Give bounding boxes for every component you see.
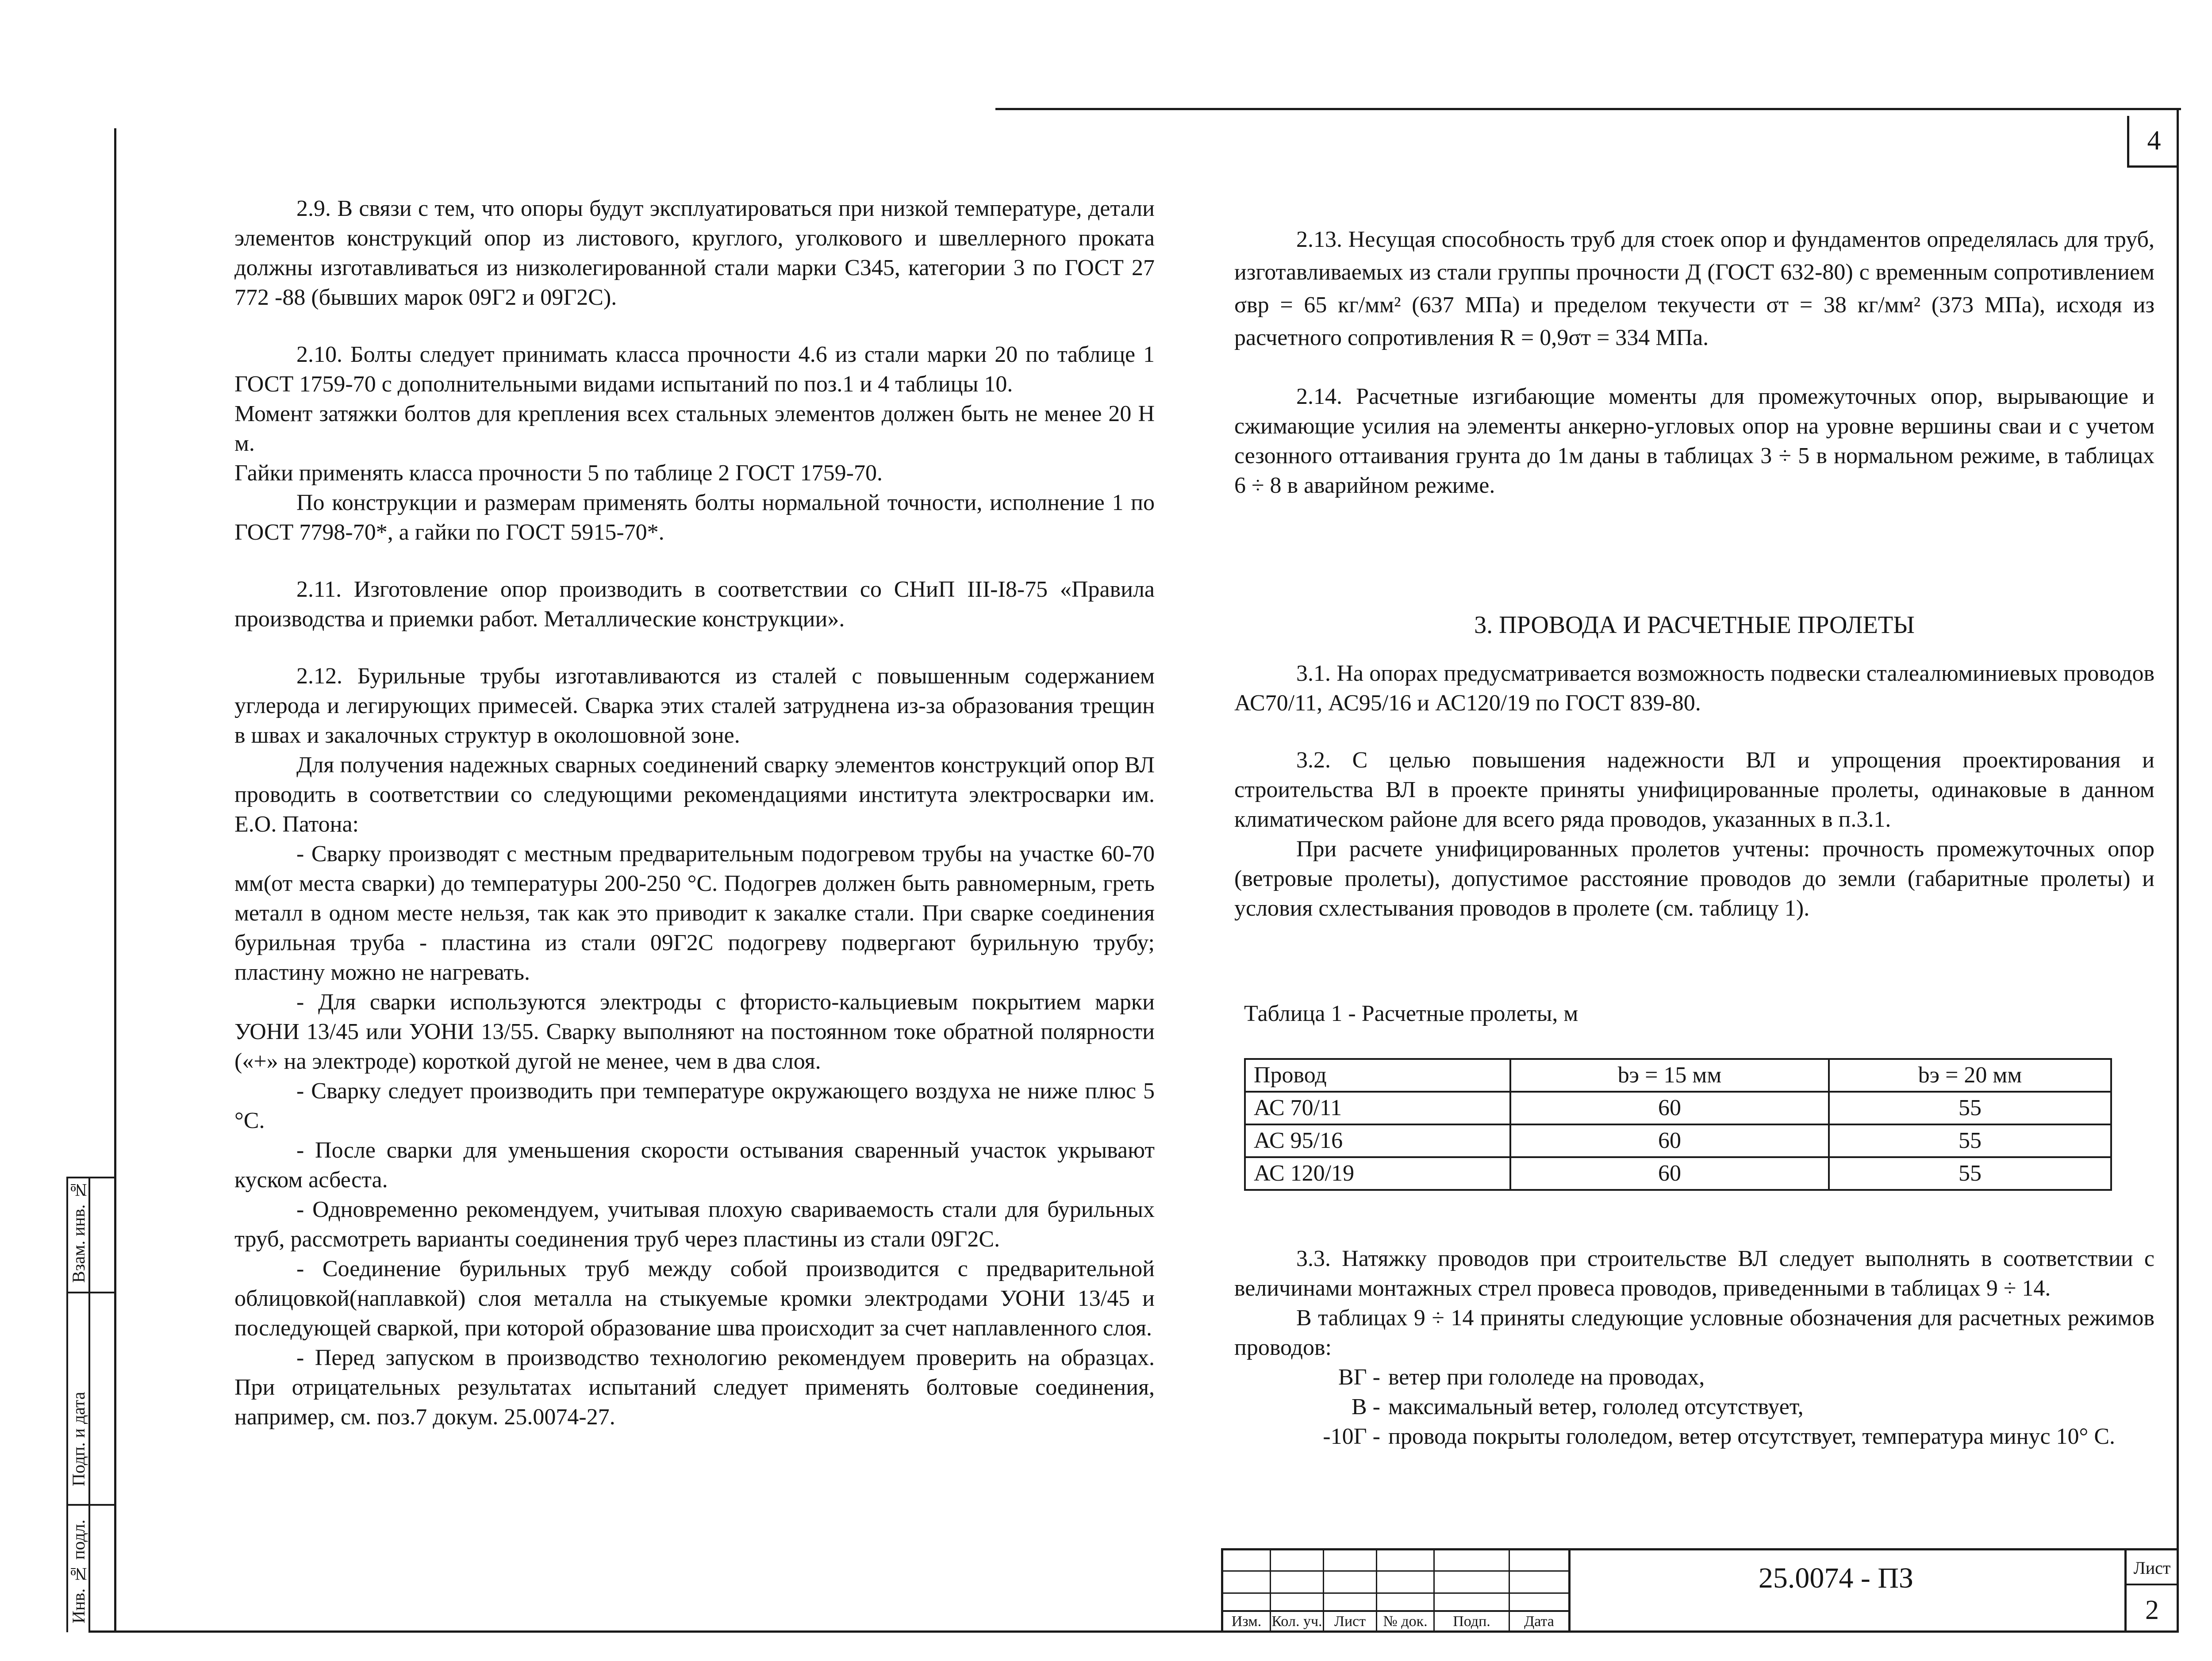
page-number: 4	[2127, 116, 2179, 168]
paragraph-electrodes: - Для сварки используются электроды с фтористо-кальциевым покрытием марки УОНИ 13/45 или УОНИ 13/55. Сварку выполняют на постоянном токе обратной полярности («+» на электроде) короткой дугой не менее, чем в два слоя.	[234, 990, 1155, 1074]
paragraph-2-13: 2.13. Несущая способность труб для стоек опор и фундаментов определялась для труб, изготавливаемых из стали группы прочности Д (ГОСТ 632-80) с временным сопротивлением σвр = 65 кг/мм² (637 МПа) и пределом текучести σт = 38 кг/мм² (373 МПа), исходя из расчетного сопротивления R = 0,9σт = 334 МПа.	[1234, 227, 2154, 350]
paragraph-bolt-torque: Момент затяжки болтов для крепления всех стальных элементов должен быть не менее 20 Н м.	[234, 401, 1155, 456]
table-header-cell: bэ = 20 мм	[1829, 1059, 2111, 1092]
right-column-top	[1234, 223, 2154, 500]
side-strip-divider-2	[66, 1504, 116, 1506]
table-cell: 60	[1510, 1092, 1829, 1124]
side-label-replacement-inv: Взам. инв. №	[69, 1180, 88, 1283]
paragraph-2-11: 2.11. Изготовление опор производить в соответствии со СНиП III-I8-75 «Правила производства и приемки работ. Металлические конструкции».	[234, 577, 1155, 632]
legend-text: ветер при гололеде на проводах,	[1388, 1365, 1705, 1390]
legend-item	[1234, 1422, 2154, 1451]
paragraph-3-2-spans: При расчете унифицированных пролетов учтены: прочность промежуточных опор (ветровые пролеты), допустимое расстояние проводов до земли (габаритные пролеты) и условия схлестывания проводов в пролете (см. таблицу 1).	[1234, 836, 2154, 921]
paragraph-bolt-precision: По конструкции и размерам применять болты нормальной точности, исполнение 1 по ГОСТ 7798-70*, а гайки по ГОСТ 5915-70*.	[234, 490, 1155, 545]
side-label-signature-date: Подп. и дата	[69, 1392, 88, 1486]
table-cell: 55	[1829, 1092, 2111, 1124]
stamp-sheet-number: 2	[2145, 1595, 2159, 1625]
side-strip-divider-1	[66, 1292, 116, 1293]
paragraph-3-1: 3.1. На опорах предусматривается возможность подвески сталеалюминиевых проводов АС70/11, АС95/16 и АС120/19 по ГОСТ 839-80.	[1234, 661, 2154, 716]
table-cell: 60	[1510, 1157, 1829, 1190]
paragraph-temperature: - Сварку следует производить при температуре окружающего воздуха не ниже плюс 5 °С.	[234, 1078, 1155, 1133]
legend-text: провода покрыты гололедом, ветер отсутствует, температура минус 10° С.	[1388, 1424, 2116, 1449]
frame-bottom-line	[88, 1630, 2179, 1633]
legend-key: -10Г -	[1323, 1424, 1380, 1449]
legend-text: максимальный ветер, гололед отсутствует,	[1388, 1394, 1804, 1419]
stamp-label-change: Изм.	[1231, 1613, 1262, 1630]
document-code: 25.0074 - ПЗ	[1758, 1562, 1914, 1594]
paragraph-3-3: 3.3. Натяжку проводов при строительстве ВЛ следует выполнять в соответствии с величинами монтажных стрел провеса проводов, приведенными в таблицах 9 ÷ 14.	[1234, 1246, 2154, 1301]
paragraph-2-10: 2.10. Болты следует принимать класса прочности 4.6 из стали марки 20 по таблице 1 ГОСТ 1759-70 с дополнительными видами испытаний по поз.1 и 4 таблицы 10.	[234, 342, 1155, 397]
table-cell: 60	[1510, 1124, 1829, 1157]
paragraph-welding-intro: Для получения надежных сварных соединений сварку элементов конструкций опор ВЛ проводить в соответствии со следующими рекомендациями института электросварки им. Е.О. Патона:	[234, 752, 1155, 837]
paragraph-3-2: 3.2. С целью повышения надежности ВЛ и упрощения проектирования и строительства ВЛ в проекте приняты унифицированные пролеты, одинаковые в данном климатическом районе для всего ряда проводов, указанных в п.3.1.	[1234, 748, 2154, 832]
paragraph-plates: - Одновременно рекомендуем, учитывая плохую свариваемость стали для бурильных труб, рассмотреть варианты соединения труб через пластины из стали 09Г2С.	[234, 1197, 1155, 1252]
right-column-section-3-3	[1234, 1244, 2154, 1451]
table-cell: 55	[1829, 1157, 2111, 1190]
stamp-label-doc-no: № док.	[1383, 1613, 1428, 1630]
table-row	[1245, 1124, 2111, 1157]
table-cell: АС 70/11	[1245, 1092, 1510, 1124]
paragraph-asbestos: - После сварки для уменьшения скорости остывания сваренный участок укрывают куском асбеста.	[234, 1138, 1155, 1193]
left-column	[234, 194, 1155, 1432]
paragraph-2-12: 2.12. Бурильные трубы изготавливаются из сталей с повышенным содержанием углерода и легирующих примесей. Сварка этих сталей затруднена из-за образования трещин в швах и закалочных структур в околошовной зоне.	[234, 664, 1155, 748]
stamp-label-sheet: Лист	[1334, 1613, 1366, 1630]
paragraph-2-9: 2.9. В связи с тем, что опоры будут эксплуатироваться при низкой температуре, детали элементов конструкций опор из листового, круглого, уголкового и швеллерного проката должны изготавливаться из низколегированной стали марки С345, категории 3 по ГОСТ 27 772 -88 (бывших марок 09Г2 и 09Г2С).	[234, 196, 1155, 310]
paragraph-testing: - Перед запуском в производство технологию рекомендуем проверить на образцах. При отрицательных результатах испытаний следует применять болтовые соединения, например, см. поз.7 докум. 25.0074-27.	[234, 1345, 1155, 1430]
spans-table	[1244, 1058, 2112, 1191]
stamp-sheet-label: Лист	[2133, 1558, 2171, 1578]
legend-item	[1234, 1362, 2154, 1392]
legend-key: В -	[1352, 1394, 1380, 1419]
stamp-label-date: Дата	[1524, 1613, 1554, 1630]
table-header-cell: bэ = 15 мм	[1510, 1059, 1829, 1092]
side-strip-inner-line	[88, 1177, 90, 1632]
frame-top-line	[995, 108, 2181, 110]
side-strip-outer-line	[66, 1177, 68, 1632]
paragraph-2-14: 2.14. Расчетные изгибающие моменты для промежуточных опор, вырывающие и сжимающие усилия на элементы анкерно-угловых опор на уровне вершины сваи и с учетом сезонного оттаивания грунта до 1м даны в таблицах 3 ÷ 5 в нормальном режиме, в таблицах 6 ÷ 8 в аварийном режиме.	[1234, 384, 2154, 498]
right-column-section-3	[1234, 610, 2154, 923]
side-strip-top-line	[66, 1177, 116, 1178]
table-header-row	[1245, 1059, 2111, 1092]
section-title: 3. ПРОВОДА И РАСЧЕТНЫЕ ПРОЛЕТЫ	[1474, 611, 1915, 639]
table-cell: АС 120/19	[1245, 1157, 1510, 1190]
legend-item	[1234, 1392, 2154, 1422]
table-cell: 55	[1829, 1124, 2111, 1157]
frame-left-line	[114, 128, 116, 1632]
table-row	[1245, 1092, 2111, 1124]
table-row	[1245, 1157, 2111, 1190]
table-header-cell: Провод	[1245, 1059, 1510, 1092]
stamp-label-qty: Кол. уч.	[1271, 1613, 1322, 1630]
frame-right-line	[2177, 108, 2179, 1632]
side-label-original-inv: Инв. № подл.	[69, 1519, 88, 1623]
paragraph-cladding: - Соединение бурильных труб между собой производится с предварительной облицовкой(наплавкой) слоя металла на стыкуемые кромки электродами УОНИ 13/45 и последующей сваркой, при которой образование шва происходит за счет наплавленного слоя.	[234, 1256, 1155, 1341]
paragraph-preheat: - Сварку производят с местным предварительным подогревом трубы на участке 60-70 мм(от места сварки) до температуры 200-250 °С. Подогрев должен быть равномерным, греть металл в одном месте нельзя, так как это приводит к закалке стали. При сварке соединения бурильная труба - пластина из стали 09Г2С подогреву подвергают бурильную трубу; пластину можно не нагревать.	[234, 841, 1155, 985]
stamp-label-signature: Подп.	[1453, 1613, 1490, 1630]
table-caption: Таблица 1 - Расчетные пролеты, м	[1244, 1001, 1578, 1026]
legend-key: ВГ -	[1338, 1365, 1380, 1390]
paragraph-3-3-legend-intro: В таблицах 9 ÷ 14 приняты следующие условные обозначения для расчетных режимов проводов:	[1234, 1305, 2154, 1360]
paragraph-nuts: Гайки применять класса прочности 5 по таблице 2 ГОСТ 1759-70.	[234, 460, 883, 486]
table-cell: АС 95/16	[1245, 1124, 1510, 1157]
